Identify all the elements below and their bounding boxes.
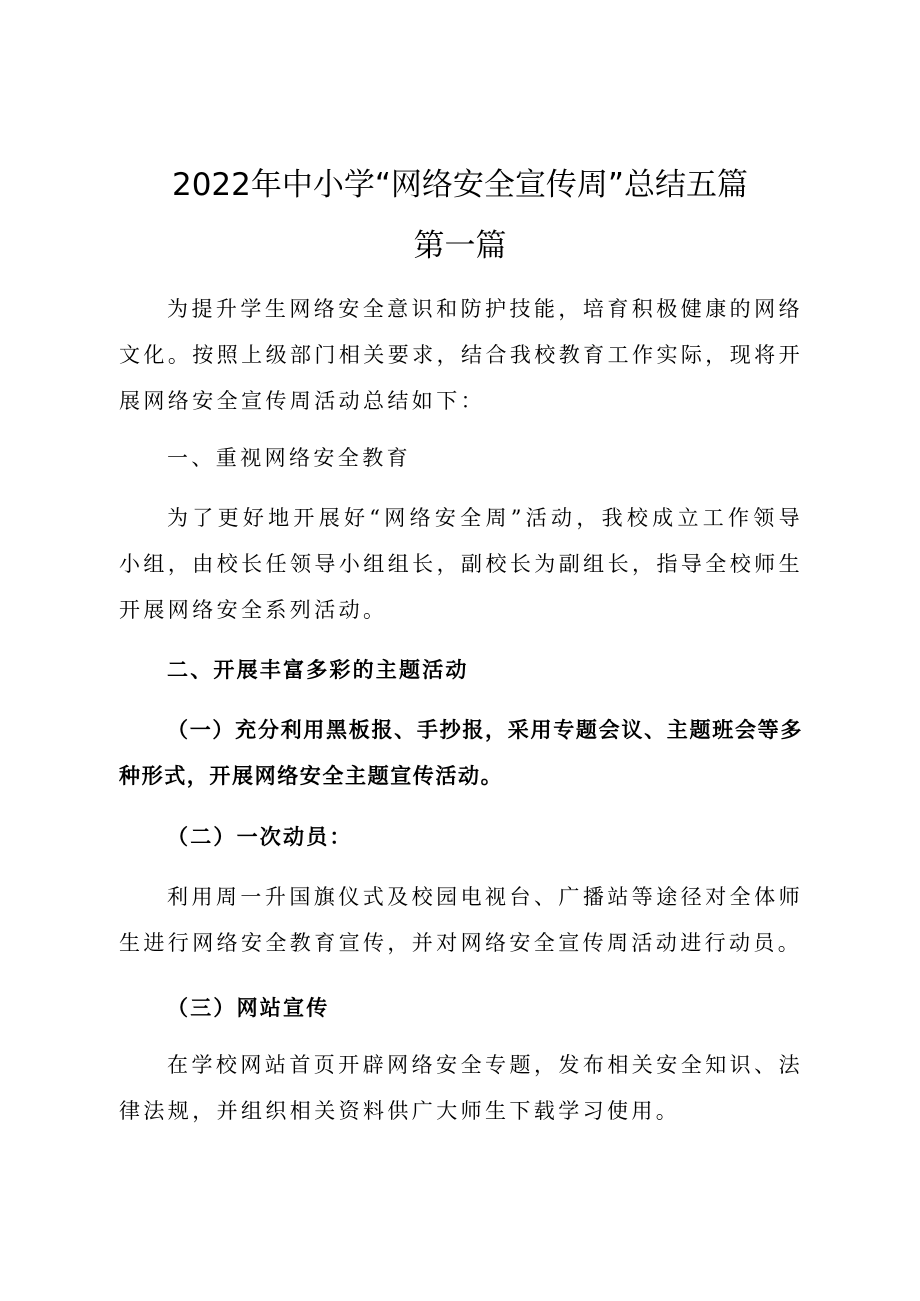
subsection-2-heading: （二）一次动员： (167, 825, 353, 849)
section-1-heading: 一、重视网络安全教育 (167, 446, 411, 470)
subsection-1-heading: （一）充分利用黑板报、手抄报，采用专题会议、主题班会等多种形式，开展网络安全主题宣传活动。 (119, 718, 803, 788)
section-2-heading: 二、开展丰富多彩的主题活动 (167, 658, 469, 682)
subsection-3-paragraph: 在学校网站首页开辟网络安全专题，发布相关安全知识、法律法规，并组织相关资料供广大师生下载学习使用。 (119, 1053, 803, 1123)
subsection-3-heading: （三）网站宣传 (167, 996, 330, 1020)
section-1-paragraph: 为了更好地开展好“网络安全周”活动，我校成立工作领导小组，由校长任领导小组组长，副校长为副组长，指导全校师生开展网络安全系列活动。 (119, 506, 803, 622)
intro-paragraph: 为提升学生网络安全意识和防护技能，培育积极健康的网络文化。按照上级部门相关要求，结合我校教育工作实际，现将开展网络安全宣传周活动总结如下： (119, 297, 803, 413)
subsection-2-paragraph: 利用周一升国旗仪式及校园电视台、广播站等途径对全体师生进行网络安全教育宣传，并对网络安全宣传周活动进行动员。 (119, 885, 803, 955)
document-title: 2022年中小学“网络安全宣传周”总结五篇 (171, 167, 748, 203)
document-subtitle: 第一篇 (413, 228, 507, 264)
